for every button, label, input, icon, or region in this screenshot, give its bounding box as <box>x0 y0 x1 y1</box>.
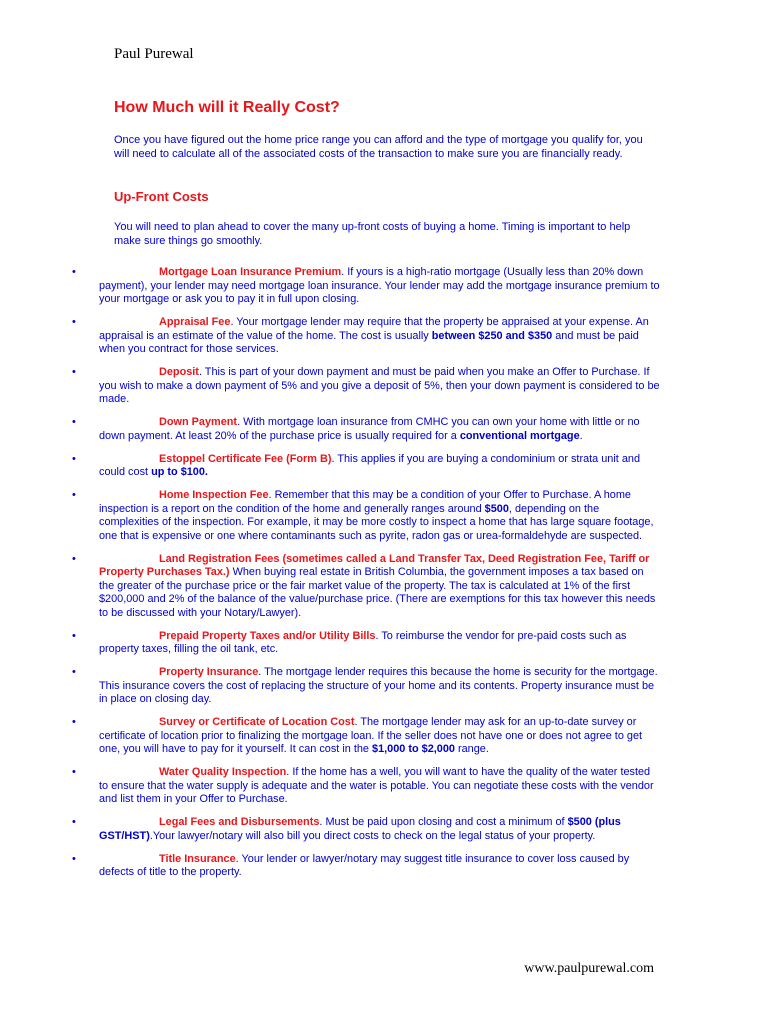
list-item <box>60 766 660 807</box>
list-item <box>60 630 660 657</box>
item-text: .Your lawyer/notary will also bill you direct costs to check on the legal status of your property. <box>149 829 596 842</box>
list-item <box>60 453 660 480</box>
bullet-icon: • <box>72 629 76 642</box>
bullet-icon: • <box>72 489 76 501</box>
item-text: . Remember that this may be a condition of your Offer to Purchase. A home inspection is a report on the condition of the home and generally ranges around <box>99 489 631 515</box>
list-item <box>60 853 660 880</box>
bullet-icon: • <box>72 552 76 565</box>
item-text: . <box>579 429 583 442</box>
item-text: . Must be paid upon closing and cost a minimum of <box>319 816 568 828</box>
item-title: Down Payment <box>159 416 238 428</box>
item-emphasis: conventional mortgage <box>459 429 580 442</box>
item-text: range. <box>454 743 489 755</box>
item-text: . If the home has a well, you will want to have the quality of the water tested to ensure that the water supply is adequate and the water is potable. You can negotiate these costs with the vendor and list them in your Offer to Purchase. <box>99 766 654 805</box>
item-emphasis: $500 <box>484 502 509 515</box>
list-item <box>60 666 660 707</box>
item-text: . To reimburse the vendor for pre-paid costs such as property taxes, filling the oil tank, etc. <box>99 629 627 655</box>
item-title: Land Registration Fees (sometimes called a Land Transfer Tax, Deed Registration Fee, Tariff or Property Purchases Tax.) <box>99 552 650 578</box>
list-item <box>60 553 660 621</box>
item-title: Deposit <box>159 366 199 378</box>
item-text: When buying real estate in British Columbia, the government imposes a tax based on the greater of the purchase price or the fair market value of the property. The tax is calculated at 1% of the first $200,000 and 2% of the balance of the value/purchase price. (There are exemptions for this tax however this needs to be discussed with your Notary/Lawyer). <box>99 566 656 619</box>
bullet-icon: • <box>72 766 76 778</box>
item-text: . Your lender or lawyer/notary may suggest title insurance to cover loss caused by defects of title to the property. <box>99 852 630 878</box>
bullet-icon: • <box>72 666 76 678</box>
item-text: . With mortgage loan insurance from CMHC you can own your home with little or no down payment. At least 20% of the purchase price is usually required for a <box>99 416 640 442</box>
intro-paragraph: Once you have figured out the home price range you can afford and the type of mortgage you qualify for, you will need to calculate all of the associated costs of the transaction to make sure you are financially ready. <box>114 134 643 160</box>
list-item <box>60 416 660 443</box>
item-title: Water Quality Inspection <box>159 766 287 778</box>
item-text: . The mortgage lender may ask for an up-to-date survey or certificate of location prior to finalizing the mortgage loan. If the seller does not have one or does not agree to get one, you will have to pay for it yourself. It can cost in the <box>99 716 643 755</box>
item-text: . This applies if you are buying a condominium or strata unit and could cost <box>99 452 641 478</box>
item-title: Survey or Certificate of Location Cost <box>159 716 355 728</box>
item-title: Estoppel Certificate Fee (Form B) <box>159 452 332 465</box>
item-emphasis: up to $100. <box>151 466 208 478</box>
bullet-icon: • <box>72 816 76 828</box>
list-item <box>60 716 660 757</box>
item-title: Appraisal Fee <box>159 316 231 328</box>
bullet-icon: • <box>72 416 76 428</box>
item-title: Legal Fees and Disbursements <box>159 816 320 828</box>
item-text: . If yours is a high-ratio mortgage (Usually less than 20% down payment), your lender may need mortgage loan insurance. Your lender may add the mortgage insurance premium to your mortgage or ask you to pay it in full upon closing. <box>99 266 660 305</box>
section-title: Up-Front Costs <box>114 189 209 204</box>
author-name: Paul Purewal <box>114 46 194 62</box>
list-item <box>60 366 660 407</box>
cost-list <box>60 266 660 889</box>
list-item <box>60 489 660 543</box>
item-title: Property Insurance <box>159 666 259 678</box>
bullet-icon: • <box>72 452 76 465</box>
bullet-icon: • <box>72 852 76 865</box>
bullet-icon: • <box>72 366 76 378</box>
item-text: . The mortgage lender requires this because the home is security for the mortgage. This insurance covers the cost of replacing the structure of your home and its contents. Property insurance must be in place on closing day. <box>99 666 658 705</box>
item-text: . This is part of your down payment and must be paid when you make an Offer to Purchase. If you wish to make a down payment of 5% and you give a deposit of 5%, then your down payment is considered to be made. <box>99 366 660 405</box>
item-emphasis: between $250 and $350 <box>431 329 553 342</box>
bullet-icon: • <box>72 266 76 278</box>
item-text: , depending on the complexities of the inspection. For example, it may be more costly to inspect a home that has large square footage, one that is expensive or one where contaminants such as pyrite, radon gas or urea-formaldehyde are suspected. <box>99 502 654 542</box>
item-text: and must be paid when you contract for those services. <box>99 329 639 355</box>
item-text: . Your mortgage lender may require that the property be appraised at your expense. An appraisal is an estimate of the value of the home. The cost is usually <box>99 316 649 342</box>
footer-url[interactable]: www.paulpurewal.com <box>524 961 654 976</box>
bullet-icon: • <box>72 316 76 328</box>
list-item <box>60 816 660 843</box>
item-title: Title Insurance <box>159 852 236 865</box>
item-title: Mortgage Loan Insurance Premium <box>159 266 342 278</box>
bullet-icon: • <box>72 716 76 728</box>
list-item <box>60 316 660 357</box>
item-emphasis: $1,000 to $2,000 <box>372 743 455 755</box>
item-title: Home Inspection Fee <box>159 489 269 501</box>
lead-paragraph: You will need to plan ahead to cover the many up-front costs of buying a home. Timing is important to help make sure things go smoothly. <box>114 221 631 247</box>
page-title: How Much will it Really Cost? <box>114 99 340 116</box>
item-emphasis: $500 (plus GST/HST) <box>99 816 621 842</box>
list-item <box>60 266 660 307</box>
item-title: Prepaid Property Taxes and/or Utility Bills <box>159 629 376 642</box>
